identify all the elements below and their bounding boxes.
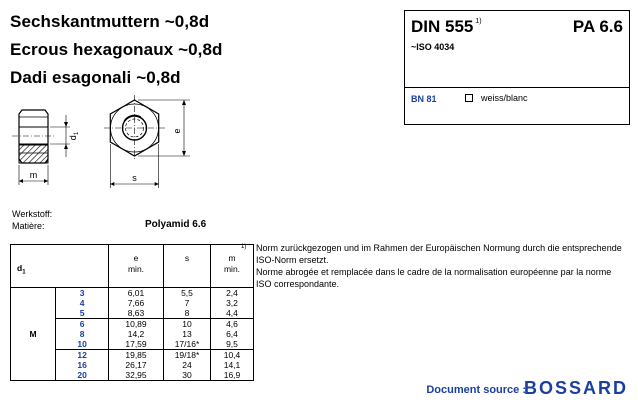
dim-e-label: e — [172, 128, 182, 134]
s-cell: 17/16* — [164, 339, 211, 350]
size-cell: 4 — [56, 298, 109, 308]
m-cell: 14,1 — [211, 360, 254, 370]
size-cell: 10 — [56, 339, 109, 350]
header-s: s — [164, 245, 211, 288]
e-cell: 17,59 — [109, 339, 164, 350]
size-cell: 8 — [56, 329, 109, 339]
m-cell: 2,4 — [211, 288, 254, 299]
din-number: DIN 555 $^{1)}$ — [411, 17, 482, 36]
svg-text:d1 — [68, 131, 80, 140]
m-cell: 9,5 — [211, 339, 254, 350]
s-cell: 7 — [164, 298, 211, 308]
dimensions-table — [10, 244, 254, 381]
title-de: Sechskantmuttern ~0,8d — [10, 12, 210, 31]
title-it: Dadi esagonali ~0,8d — [10, 68, 181, 87]
size-cell: 12 — [56, 350, 109, 361]
section-hatch — [19, 145, 48, 163]
bossard-logo: BOSSARD — [523, 378, 628, 398]
table-row — [11, 288, 254, 299]
side-view — [12, 110, 80, 185]
e-cell: 8,63 — [109, 308, 164, 319]
header-m: m min. — [211, 245, 254, 288]
e-cell: 6,01 — [109, 288, 164, 299]
s-cell: 30 — [164, 370, 211, 381]
s-cell: 10 — [164, 319, 211, 330]
bn-number: BN 81 — [411, 94, 437, 104]
s-cell: 13 — [164, 329, 211, 339]
e-cell: 26,17 — [109, 360, 164, 370]
box-divider — [405, 87, 629, 88]
note-mark: 1) — [241, 244, 247, 250]
m-cell: 6,4 — [211, 329, 254, 339]
header-d1: $d_1$ — [11, 245, 109, 288]
nut-drawing — [0, 95, 240, 195]
table-header-row — [11, 245, 254, 288]
dim-d-label: d — [68, 135, 78, 141]
material-label-fr: Matière: — [12, 221, 45, 231]
e-cell: 32,95 — [109, 370, 164, 381]
m-cell: 3,2 — [211, 298, 254, 308]
material-label-de: Werkstoff: — [12, 209, 53, 219]
note-fr: Norme abrogée et remplacée dans le cadre de la normalisation européenne par la norme ISO correspondante. — [256, 267, 612, 289]
dim-m-label: m — [29, 170, 38, 180]
size-cell: 6 — [56, 319, 109, 330]
material-value: Polyamid 6.6 — [145, 219, 207, 230]
s-cell: 5,5 — [164, 288, 211, 299]
color-checkbox-label: weiss/blanc — [481, 93, 528, 103]
dim-d-sub: 1 — [74, 131, 80, 136]
material-code: PA 6.6 — [572, 17, 623, 36]
iso-equivalent: ~ISO 4034 — [411, 42, 455, 52]
thread-group-label: M — [11, 288, 56, 381]
size-cell: 5 — [56, 308, 109, 319]
s-cell: 24 — [164, 360, 211, 370]
size-cell: 20 — [56, 370, 109, 381]
color-checkbox[interactable] — [465, 94, 473, 102]
note-de: Norm zurückgezogen und im Rahmen der Europäischen Normung durch die entsprechende ISO-Norm ersetzt. — [256, 243, 622, 265]
m-cell: 10,4 — [211, 350, 254, 361]
m-cell: 4,6 — [211, 319, 254, 330]
top-view — [104, 95, 190, 188]
size-cell: 16 — [56, 360, 109, 370]
s-cell: 19/18* — [164, 350, 211, 361]
s-cell: 8 — [164, 308, 211, 319]
document-source-label: Document source : — [426, 384, 526, 396]
title-fr: Ecrous hexagonaux ~0,8d — [10, 40, 223, 59]
din-footnote-ref: 1) — [475, 18, 482, 25]
m-cell: 4,4 — [211, 308, 254, 319]
header-e: e min. — [109, 245, 164, 288]
e-cell: 10,89 — [109, 319, 164, 330]
standard-box — [404, 10, 630, 125]
e-cell: 19,85 — [109, 350, 164, 361]
dim-s-label: s — [132, 173, 137, 183]
e-cell: 7,66 — [109, 298, 164, 308]
e-cell: 14,2 — [109, 329, 164, 339]
m-cell: 16,9 — [211, 370, 254, 381]
size-cell: 3 — [56, 288, 109, 299]
